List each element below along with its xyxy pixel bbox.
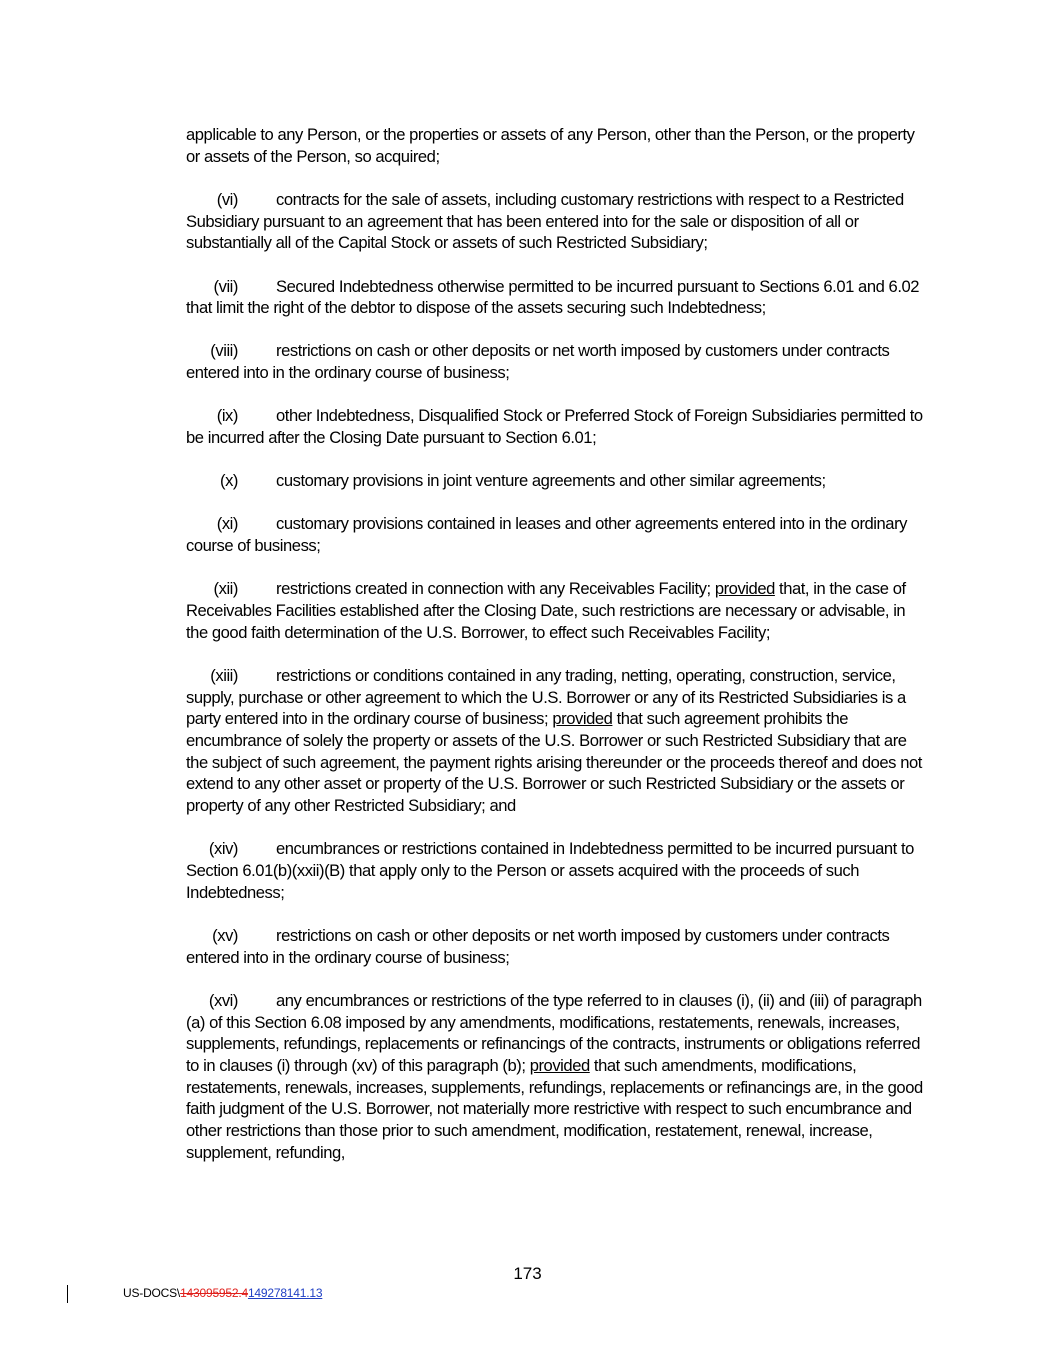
- clause-text: restrictions on cash or other deposits or net worth imposed by customers under contracts entered into in the ordinary course of business;: [186, 925, 890, 967]
- provided-term: provided: [552, 709, 613, 729]
- clause-text: customary provisions contained in leases and other agreements entered into in the ordinary course of business;: [186, 514, 908, 556]
- clause-vii: [186, 276, 931, 319]
- clause-text: restrictions or conditions contained in any trading, netting, operating, construction, service, supply, purchase or other agreement to which the U.S. Borrower or any of its Restricted Subsidiaries is a party entered into in the ordinary course of business;: [186, 665, 906, 729]
- clause-text: restrictions on cash or other deposits or net worth imposed by customers under contracts entered into in the ordinary course of business;: [186, 341, 890, 383]
- clause-viii: [186, 340, 931, 383]
- document-id-footer: [123, 1286, 322, 1300]
- clause-vi: [186, 189, 931, 254]
- page-number: 173: [513, 1264, 542, 1283]
- clause-text: other Indebtedness, Disqualified Stock or Preferred Stock of Foreign Subsidiaries permitted to be incurred after the Closing Date pursuant to Section 6.01;: [186, 406, 923, 448]
- clause-number: (ix): [216, 406, 238, 426]
- clause-ix: [186, 405, 931, 448]
- clause-number: (xvi): [208, 990, 238, 1010]
- clause-number: (vii): [213, 276, 238, 296]
- clause-text-continued: that, in the case of Receivables Facilities established after the Closing Date, such restrictions are necessary or advisable, in the good faith determination of the U.S. Borrower, to effect such Receivables Facility;: [186, 579, 906, 642]
- doc-id-prefix: US-DOCS\: [123, 1286, 181, 1300]
- doc-id-deleted: 143095952.4: [180, 1286, 248, 1300]
- clause-xi: [186, 513, 931, 556]
- clause-text-continued: that such amendments, modifications, restatements, renewals, increases, supplements, refundings, replacements or refinancings are, in the good faith judgment of the U.S. Borrower, not materially more restrictive with respect to such encumbrance and other restrictions than those prior to such amendment, modification, restatement, renewal, increase, supplement, refunding,: [186, 1056, 923, 1162]
- clause-text-continued: that such agreement prohibits the encumbrance of solely the property or assets of the U.S. Borrower or such Restricted Subsidiary that are the subject of such agreement, the payment rights arising thereunder or the proceeds thereof and does not extend to any other asset or property of the U.S. Borrower or such Restricted Subsidiary or the assets or property of any other Restricted Subsidiary; and: [186, 709, 922, 816]
- clause-text: Secured Indebtedness otherwise permitted to be incurred pursuant to Sections 6.01 and 6.02 that limit the right of the debtor to dispose of the assets securing such Indebtedness;: [186, 276, 920, 318]
- clause-number: (x): [220, 471, 238, 491]
- clause-number: (xiv): [208, 839, 238, 859]
- clause-xvi: [186, 990, 931, 1164]
- clause-number: (vi): [216, 189, 238, 209]
- provided-term: provided: [529, 1056, 590, 1075]
- clause-number: (xi): [216, 514, 238, 534]
- provided-term: provided: [714, 579, 775, 599]
- clause-text: customary provisions in joint venture agreements and other similar agreements;: [276, 471, 826, 491]
- clause-number: (xiii): [210, 665, 238, 685]
- clause-number: (xv): [212, 925, 238, 945]
- clause-xv: [186, 925, 931, 968]
- clause-number: (viii): [210, 341, 238, 361]
- clause-xiv: [186, 838, 931, 903]
- clause-xiii: [186, 665, 931, 817]
- clause-text: encumbrances or restrictions contained in Indebtedness permitted to be incurred pursuant to Section 6.01(b)(xxii)(B) that apply only to the Person or assets acquired with the proceeds of such Indebtedness;: [186, 839, 914, 902]
- clause-x: [186, 470, 931, 492]
- clause-number: (xii): [213, 579, 238, 599]
- intro-paragraph: applicable to any Person, or the properties or assets of any Person, other than the Person, or the property or assets of the Person, so acquired;: [186, 125, 915, 166]
- body-text: [186, 124, 931, 1185]
- change-bar: [67, 1285, 68, 1303]
- clause-xii: [186, 578, 931, 643]
- clause-text: restrictions created in connection with any Receivables Facility;: [276, 579, 715, 599]
- clause-text: any encumbrances or restrictions of the type referred to in clauses (i), (ii) and (iii) of paragraph (a) of this Section 6.08 imposed by any amendments, modifications, restatements, renewals, increases, supplements, refundings, replacements or refinancings of the contracts, instruments or obligations referred to in clauses (i) through (xv) of this paragraph (b);: [186, 990, 922, 1075]
- doc-id-inserted: 149278141.13: [247, 1286, 323, 1300]
- clause-text: contracts for the sale of assets, including customary restrictions with respect to a Restricted Subsidiary pursuant to an agreement that has been entered into for the sale or disposition of all or substantially all of the Capital Stock or assets of such Restricted Subsidiary;: [186, 189, 904, 253]
